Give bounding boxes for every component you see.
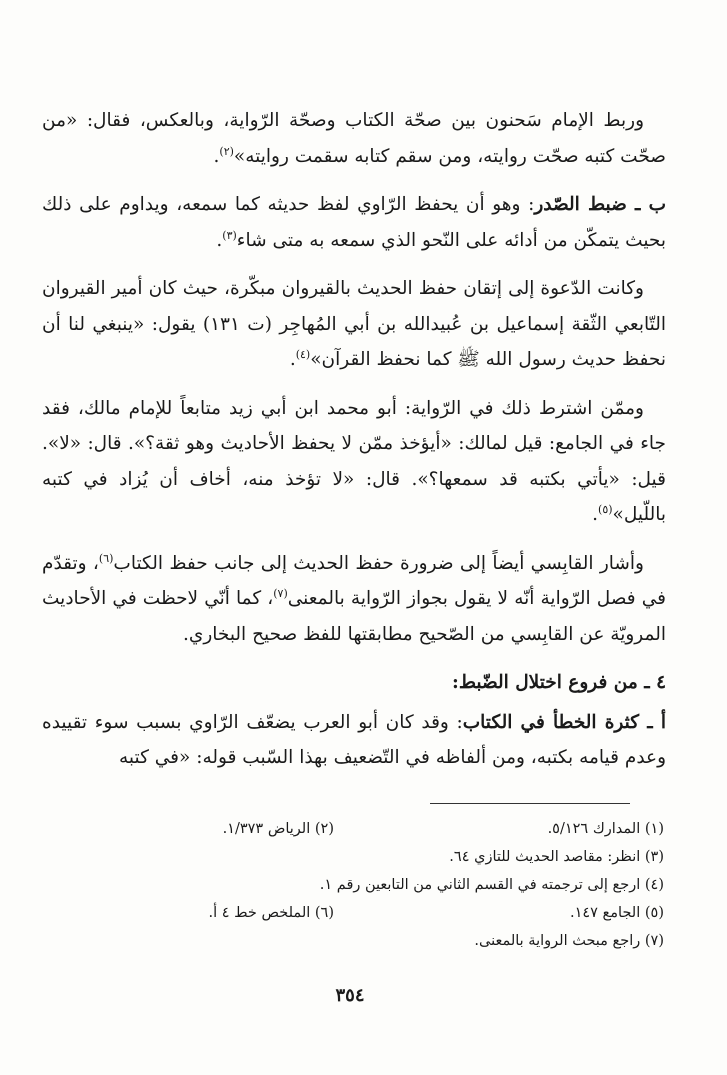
paragraph: ب ـ ضبط الصّدر: وهو أن يحفظ الرّاوي لفظ حديثه كما سمعه، ويداوم على ذلك بحيث يتمكّن من أدائه على النّحو الذي سمعه به متى شاء$^{(٣)}$. bbox=[42, 194, 666, 251]
footnote-ref: (٥) bbox=[598, 502, 613, 516]
footnote: (٢) الرياض ١/٣٧٣. bbox=[222, 821, 334, 837]
footnotes bbox=[80, 815, 664, 955]
main-text bbox=[42, 103, 666, 789]
footnote: (١) المدارك ٥/١٢٦. bbox=[547, 821, 664, 837]
paragraph: وكانت الدّعوة إلى إتقان حفظ الحديث بالقيروان مبكّرة، حيث كان أمير القيروان التّابعي الثّقة إسماعيل بن عُبيدالله بن أبي المُهاجِر (ت ١٣١) يقول: «ينبغي لنا أن نحفظ حديث رسول الله ﷺ كما نحفظ القرآن»$^{(٤)}$. bbox=[42, 278, 666, 370]
footnote-ref: (٢) bbox=[219, 144, 234, 158]
footnote-ref: (٤) bbox=[295, 347, 311, 361]
footnote: (٥) الجامع ١٤٧. bbox=[569, 905, 664, 921]
page-number: ٣٥٤ bbox=[335, 985, 365, 1006]
footnote: (٧) راجع مبحث الرواية بالمعنى. bbox=[474, 933, 664, 949]
footnote-row bbox=[80, 871, 664, 899]
footnote-row bbox=[80, 843, 664, 871]
paragraph: وربط الإمام سَحنون بين صحّة الكتاب وصحّة الرّواية، وبالعكس، فقال: «من صحّت كتبه صحّت روايته، ومن سقم كتابه سقمت روايته»$^{(٢)}$. bbox=[42, 110, 666, 167]
paragraph: وممّن اشترط ذلك في الرّواية: أبو محمد ابن أبي زيد متابعاً للإمام مالك، فقد جاء في الجامع: قيل لمالك: «أيؤخذ ممّن لا يحفظ الأحاديث وهو ثقة؟». قال: «لا». قيل: «يأتي بكتبه قد سمعها؟». قال: «لا تؤخذ منه، أخاف أن يُزاد في كتبه باللّيل»$^{(٥)}$. bbox=[42, 397, 666, 525]
paragraph: وأشار القابِسي أيضاً إلى ضرورة حفظ الحديث إلى جانب حفظ الكتاب$^{(٦)}$، وتقدّم في فصل الرّواية أنّه لا يقول بجواز الرّواية بالمعنى$^{(٧)}$، كما أنّي لاحظت في الأحاديث المرويّة عن القابِسي من الصّحيح مطابقتها للفظ صحيح البخاري. bbox=[42, 551, 666, 645]
footnote-row bbox=[80, 815, 664, 843]
paragraph: أ ـ كثرة الخطأ في الكتاب: وقد كان أبو العرب يضعّف الرّاوي بسبب سوء تقييده وعدم قيامه بكتبه، ومن ألفاظه في التّضعيف بهذا السّبب قوله: «في كتبه bbox=[42, 711, 666, 768]
footnote: (٣) انظر: مقاصد الحديث للتازي ٦٤. bbox=[449, 849, 664, 865]
paragraph-label: أ ـ كثرة الخطأ في الكتاب bbox=[462, 711, 666, 733]
footnote: (٦) الملخص خط ٤ أ. bbox=[208, 905, 334, 921]
footnote: (٤) ارجع إلى ترجمته في القسم الثاني من التابعين رقم ١. bbox=[319, 877, 664, 893]
footnote-row bbox=[80, 899, 664, 927]
footnote-separator bbox=[430, 803, 630, 804]
footnote-ref: (٣) bbox=[222, 228, 237, 242]
footnote-ref: (٧) bbox=[273, 586, 288, 600]
section-heading: ٤ ـ من فروع اختلال الضّبط: bbox=[451, 672, 666, 693]
footnote-ref: (٦) bbox=[98, 551, 114, 565]
paragraph-label: ب ـ ضبط الصّدر bbox=[534, 194, 666, 215]
footnote-row bbox=[80, 927, 664, 955]
